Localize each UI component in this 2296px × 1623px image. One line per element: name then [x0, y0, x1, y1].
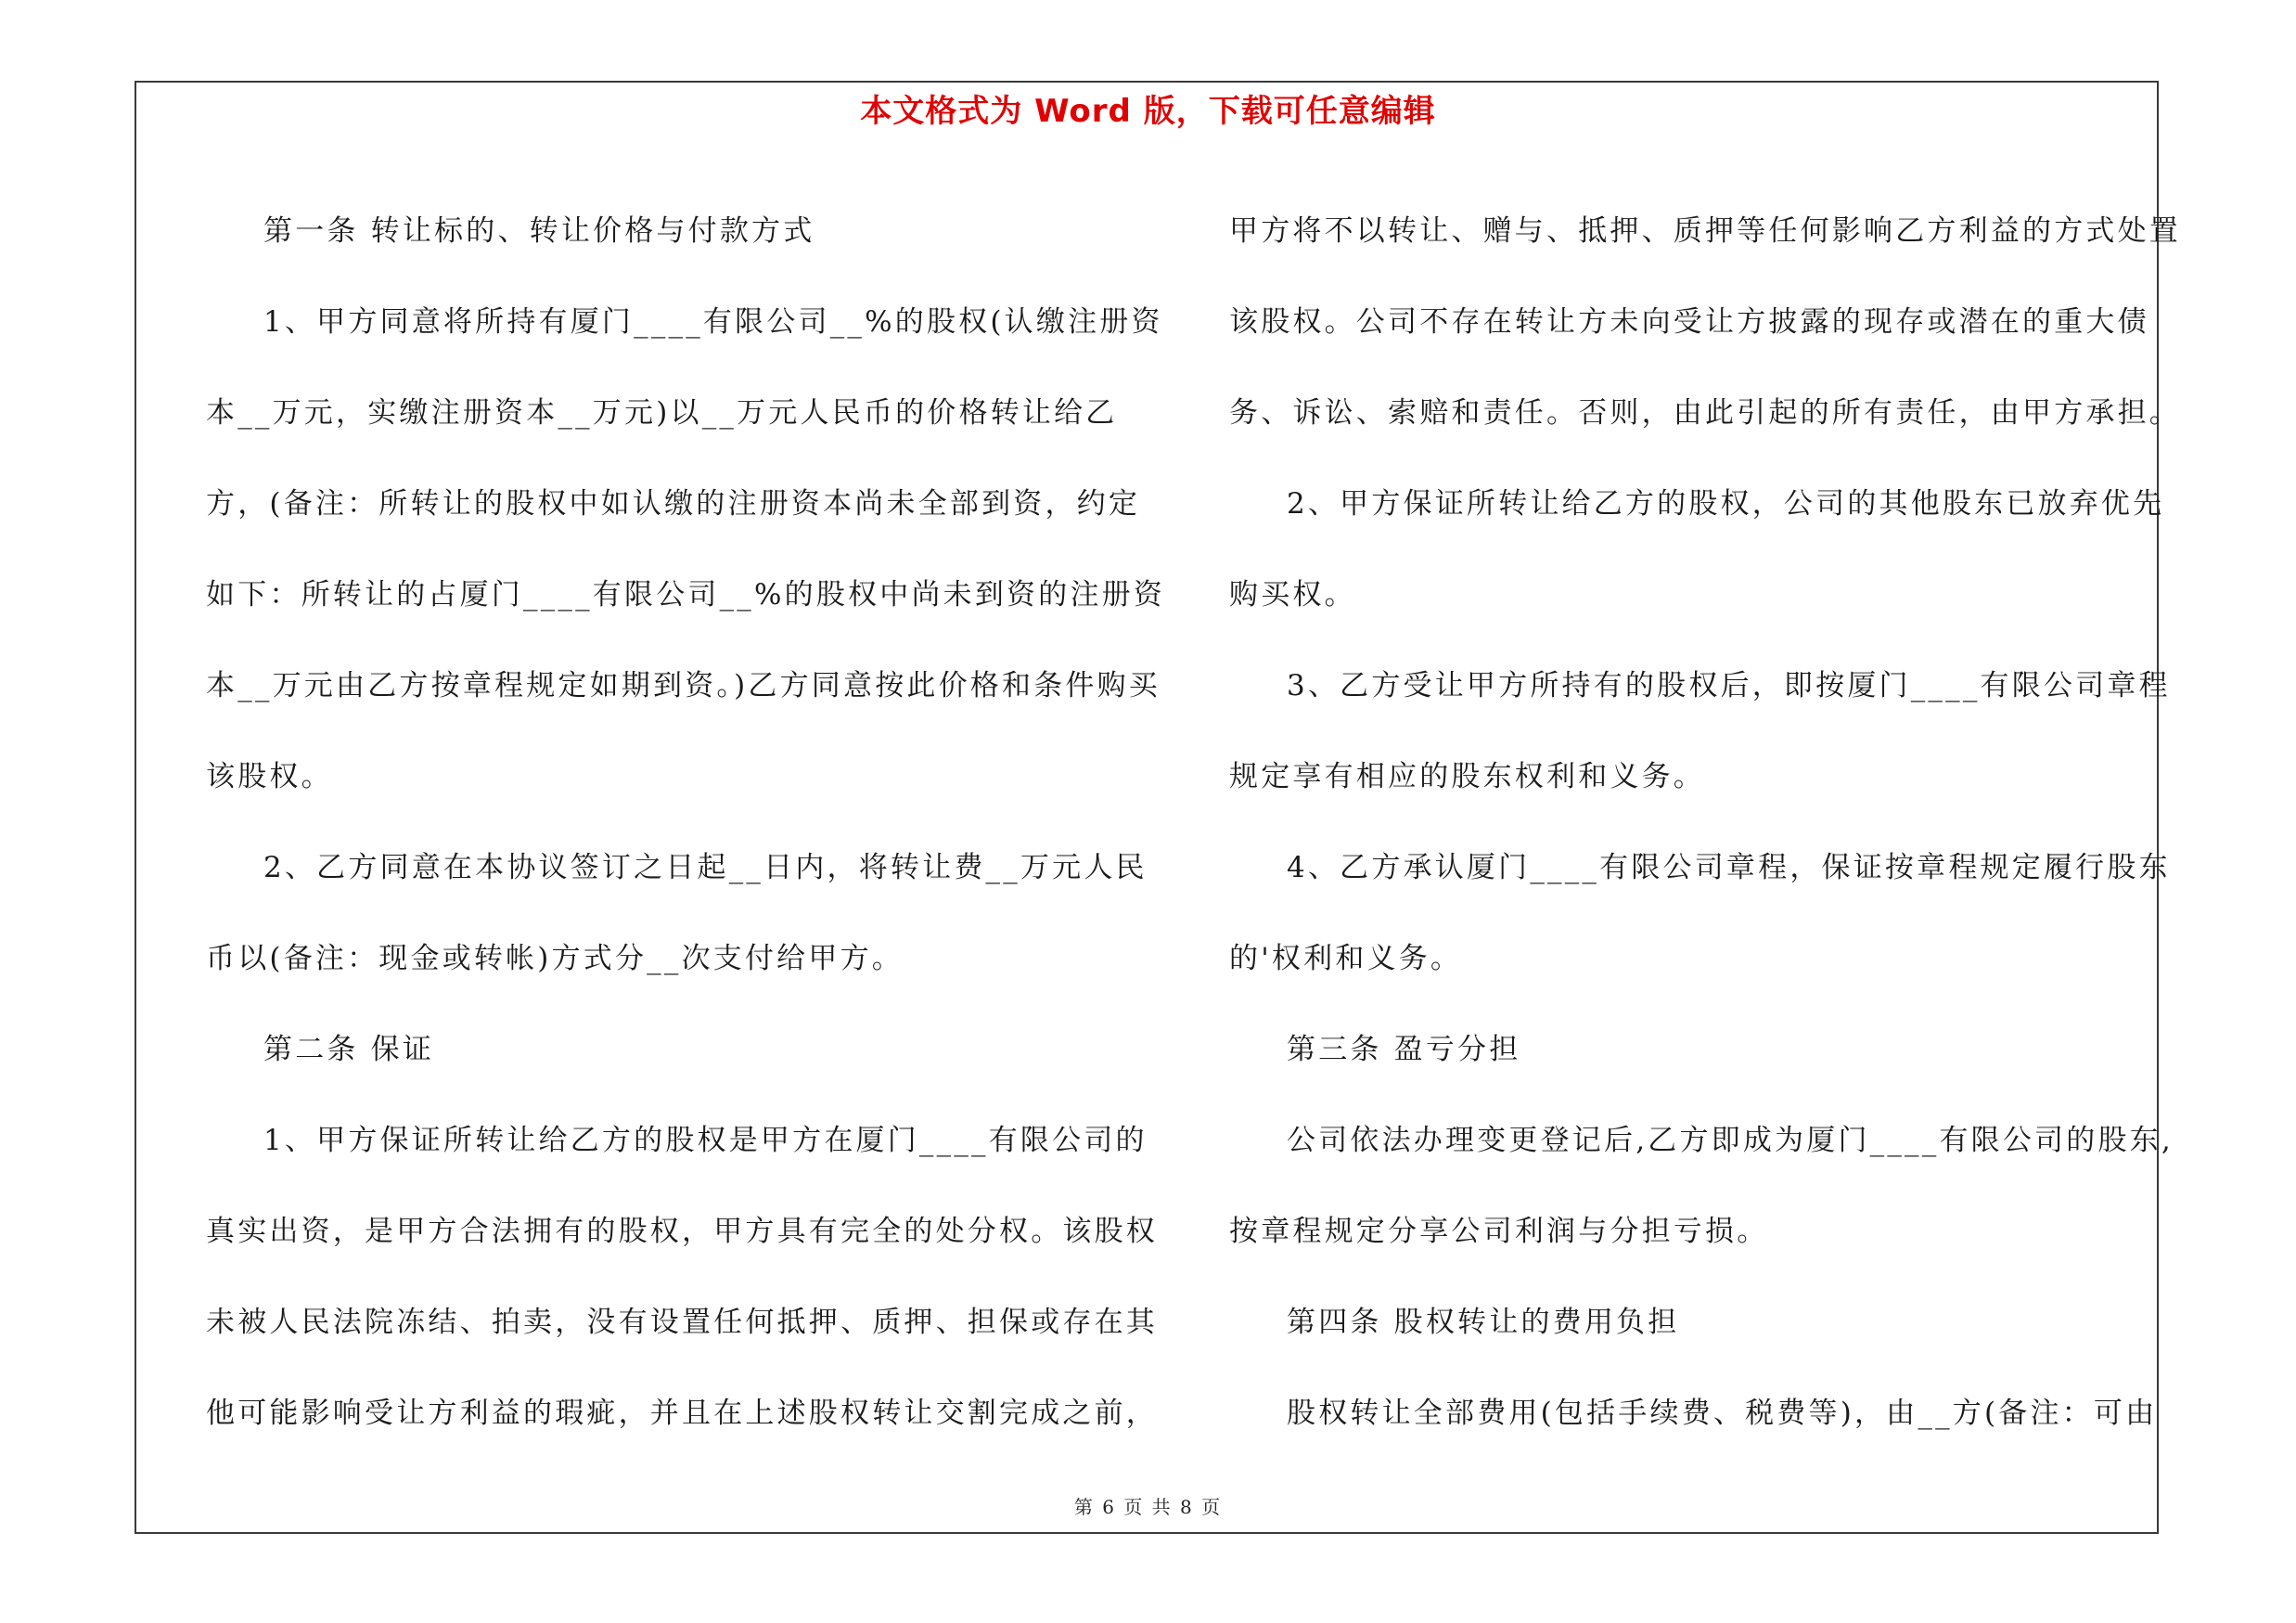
right-paragraph: 4、乙方承认厦门____有限公司章程，保证按章程规定履行股东的'权利和义务。	[1229, 851, 2171, 975]
page-number-footer: 第 6 页 共 8 页	[1073, 1496, 1223, 1518]
left-paragraph: 第二条 保证	[263, 1033, 435, 1066]
right-paragraph: 甲方将不以转让、赠与、抵押、质押等任何影响乙方利益的方式处置该股权。公司不存在转让方未向受让方披露的现存或潜在的重大债务、诉讼、索赔和责任。否则，由此引起的所有责任，由甲方承担。	[1229, 214, 2181, 430]
right-paragraph: 第三条 盈亏分担	[1287, 1033, 1521, 1066]
right-paragraph: 股权转让全部费用(包括手续费、税费等)，由__方(备注：可由	[1287, 1397, 2158, 1430]
word-format-banner: 本文格式为 Word 版，下载可任意编辑	[860, 93, 1436, 130]
right-paragraph: 3、乙方受让甲方所持有的股权后，即按厦门____有限公司章程规定享有相应的股东权利和义务。	[1229, 669, 2171, 793]
left-paragraph: 1、甲方保证所转让给乙方的股权是甲方在厦门____有限公司的真实出资，是甲方合法拥有的股权，甲方具有完全的处分权。该股权未被人民法院冻结、拍卖，没有设置任何抵押、质押、担保或存在其他可能影响受让方利益的瑕疵，并且在上述股权转让交割完成之前，	[206, 1124, 1158, 1430]
right-column	[1229, 186, 2194, 1459]
left-paragraph: 第一条 转让标的、转让价格与付款方式	[263, 214, 815, 248]
left-paragraph: 1、甲方同意将所持有厦门____有限公司__%的股权(认缴注册资本__万元，实缴注册资本__万元)以__万元人民币的价格转让给乙方，(备注：所转让的股权中如认缴的注册资本尚未全部到资，约定如下：所转让的占厦门____有限公司__%的股权中尚未到资的注册资本__万元由乙方按章程规定如期到资。)乙方同意按此价格和条件购买该股权。	[206, 305, 1166, 793]
right-paragraph: 2、甲方保证所转让给乙方的股权，公司的其他股东已放弃优先购买权。	[1229, 487, 2165, 612]
right-paragraph: 第四条 股权转让的费用负担	[1287, 1306, 1680, 1339]
left-column	[206, 186, 1171, 1459]
right-paragraph: 公司依法办理变更登记后,乙方即成为厦门____有限公司的股东,按章程规定分享公司利润与分担亏损。	[1229, 1124, 2174, 1248]
left-paragraph: 2、乙方同意在本协议签订之日起__日内，将转让费__万元人民币以(备注：现金或转帐)方式分__次支付给甲方。	[206, 851, 1148, 975]
